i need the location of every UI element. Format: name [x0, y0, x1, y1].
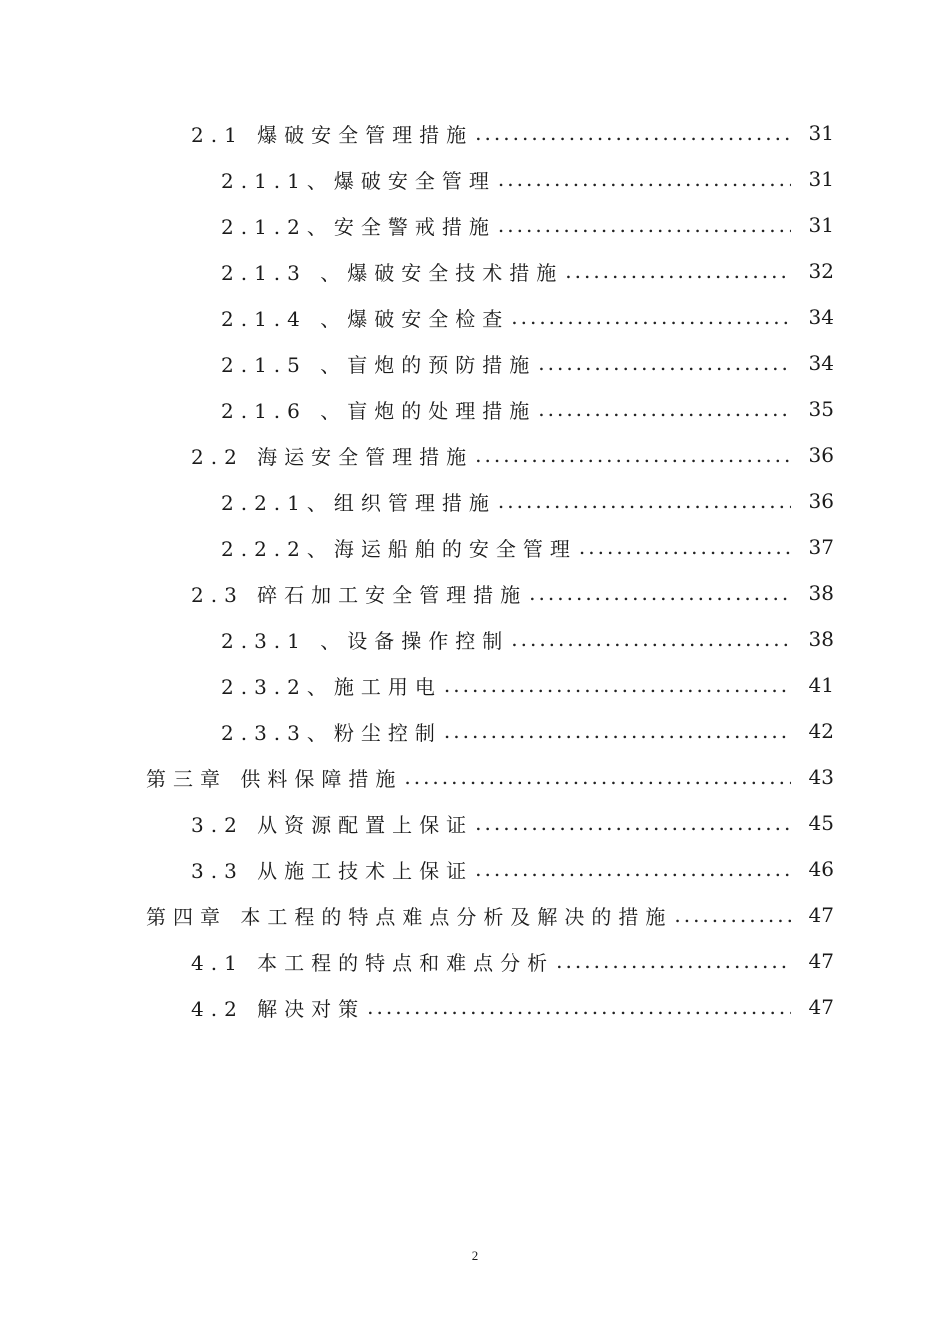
toc-dot-leader: [511, 627, 790, 651]
toc-entry-title: 2.1.6 、盲炮的处理措施: [221, 398, 537, 423]
toc-entry-page: 34: [808, 351, 834, 375]
toc-entry[interactable]: [146, 762, 834, 792]
toc-entry-title: 2.3.1 、设备操作控制: [221, 628, 510, 653]
toc-entry-title: 第四章 本工程的特点难点分析及解决的措施: [146, 904, 673, 929]
toc-entry-page: 37: [808, 535, 834, 559]
toc-entry[interactable]: [221, 532, 834, 562]
toc-entry-page: 38: [808, 581, 834, 605]
toc-dot-leader: [511, 305, 790, 329]
toc-entry-page: 32: [808, 259, 834, 283]
toc-entry-page: 47: [808, 949, 834, 973]
toc-dot-leader: [674, 903, 790, 927]
toc-entry-page: 42: [808, 719, 834, 743]
toc-entry-title: 2.1.5 、盲炮的预防措施: [221, 352, 537, 377]
toc-dot-leader: [475, 857, 790, 881]
toc-entry-title: 4.2 解决对策: [191, 996, 366, 1021]
toc-dot-leader: [498, 489, 791, 513]
toc-entry[interactable]: [191, 854, 834, 884]
toc-entry-title: 4.1 本工程的特点和难点分析: [191, 950, 555, 975]
page-number: 2: [471, 1248, 479, 1263]
toc-dot-leader: [475, 121, 790, 145]
toc-entry[interactable]: [191, 118, 834, 148]
toc-entry-page: 31: [808, 213, 834, 237]
toc-entry-page: 31: [808, 121, 834, 145]
toc-entry[interactable]: [221, 348, 834, 378]
toc-entry[interactable]: [221, 210, 834, 240]
toc-entry-title: 2.2.1、组织管理措施: [221, 490, 496, 515]
toc-dot-leader: [475, 443, 790, 467]
toc-entry-title: 2.2.2、海运船舶的安全管理: [221, 536, 577, 561]
toc-entry-title: 2.1.4 、爆破安全检查: [221, 306, 510, 331]
toc-entry-title: 2.1.3 、爆破安全技术措施: [221, 260, 564, 285]
toc-entry-title: 2.1.2、安全警戒措施: [221, 214, 496, 239]
toc-dot-leader: [556, 949, 790, 973]
toc-entry[interactable]: [221, 164, 834, 194]
toc-dot-leader: [498, 213, 791, 237]
toc-entry[interactable]: [221, 716, 834, 746]
toc-entry-page: 47: [808, 903, 834, 927]
toc-entry[interactable]: [191, 992, 834, 1022]
toc-dot-leader: [529, 581, 790, 605]
toc-entry[interactable]: [191, 440, 834, 470]
toc-dot-leader: [565, 259, 790, 283]
toc-entry-page: 36: [808, 443, 834, 467]
toc-entry-title: 3.3 从施工技术上保证: [191, 858, 474, 883]
toc-entry-title: 3.2 从资源配置上保证: [191, 812, 474, 837]
toc-entry[interactable]: [146, 900, 834, 930]
toc-dot-leader: [538, 397, 790, 421]
toc-entry-page: 45: [808, 811, 834, 835]
toc-entry-page: 38: [808, 627, 834, 651]
toc-entry-page: 34: [808, 305, 834, 329]
toc-entry-title: 2.1 爆破安全管理措施: [191, 122, 474, 147]
toc-entry-page: 43: [808, 765, 834, 789]
toc-entry-page: 36: [808, 489, 834, 513]
toc-dot-leader: [404, 765, 790, 789]
toc-dot-leader: [367, 995, 790, 1019]
toc-entry[interactable]: [191, 946, 834, 976]
toc-entry-title: 2.2 海运安全管理措施: [191, 444, 474, 469]
toc-entry[interactable]: [221, 256, 834, 286]
toc-entry-page: 46: [808, 857, 834, 881]
toc-dot-leader: [475, 811, 790, 835]
toc-dot-leader: [444, 719, 791, 743]
toc-entry-page: 35: [808, 397, 834, 421]
toc-entry-page: 31: [808, 167, 834, 191]
toc-entry-page: 47: [808, 995, 834, 1019]
toc-entry[interactable]: [221, 670, 834, 700]
toc-dot-leader: [498, 167, 791, 191]
toc-entry-title: 2.3.2、施工用电: [221, 674, 442, 699]
toc-entry[interactable]: [221, 302, 834, 332]
toc-entry[interactable]: [221, 486, 834, 516]
toc-dot-leader: [444, 673, 791, 697]
toc-entry[interactable]: [221, 394, 834, 424]
toc-entry[interactable]: [191, 808, 834, 838]
toc-dot-leader: [579, 535, 791, 559]
toc-entry-page: 41: [808, 673, 834, 697]
toc-entry-title: 2.3.3、粉尘控制: [221, 720, 442, 745]
toc-entry-title: 2.1.1、爆破安全管理: [221, 168, 496, 193]
toc-entry-title: 第三章 供料保障措施: [146, 766, 403, 791]
toc-entry-title: 2.3 碎石加工安全管理措施: [191, 582, 528, 607]
toc-dot-leader: [538, 351, 790, 375]
toc-entry[interactable]: [191, 578, 834, 608]
toc-entry[interactable]: [221, 624, 834, 654]
